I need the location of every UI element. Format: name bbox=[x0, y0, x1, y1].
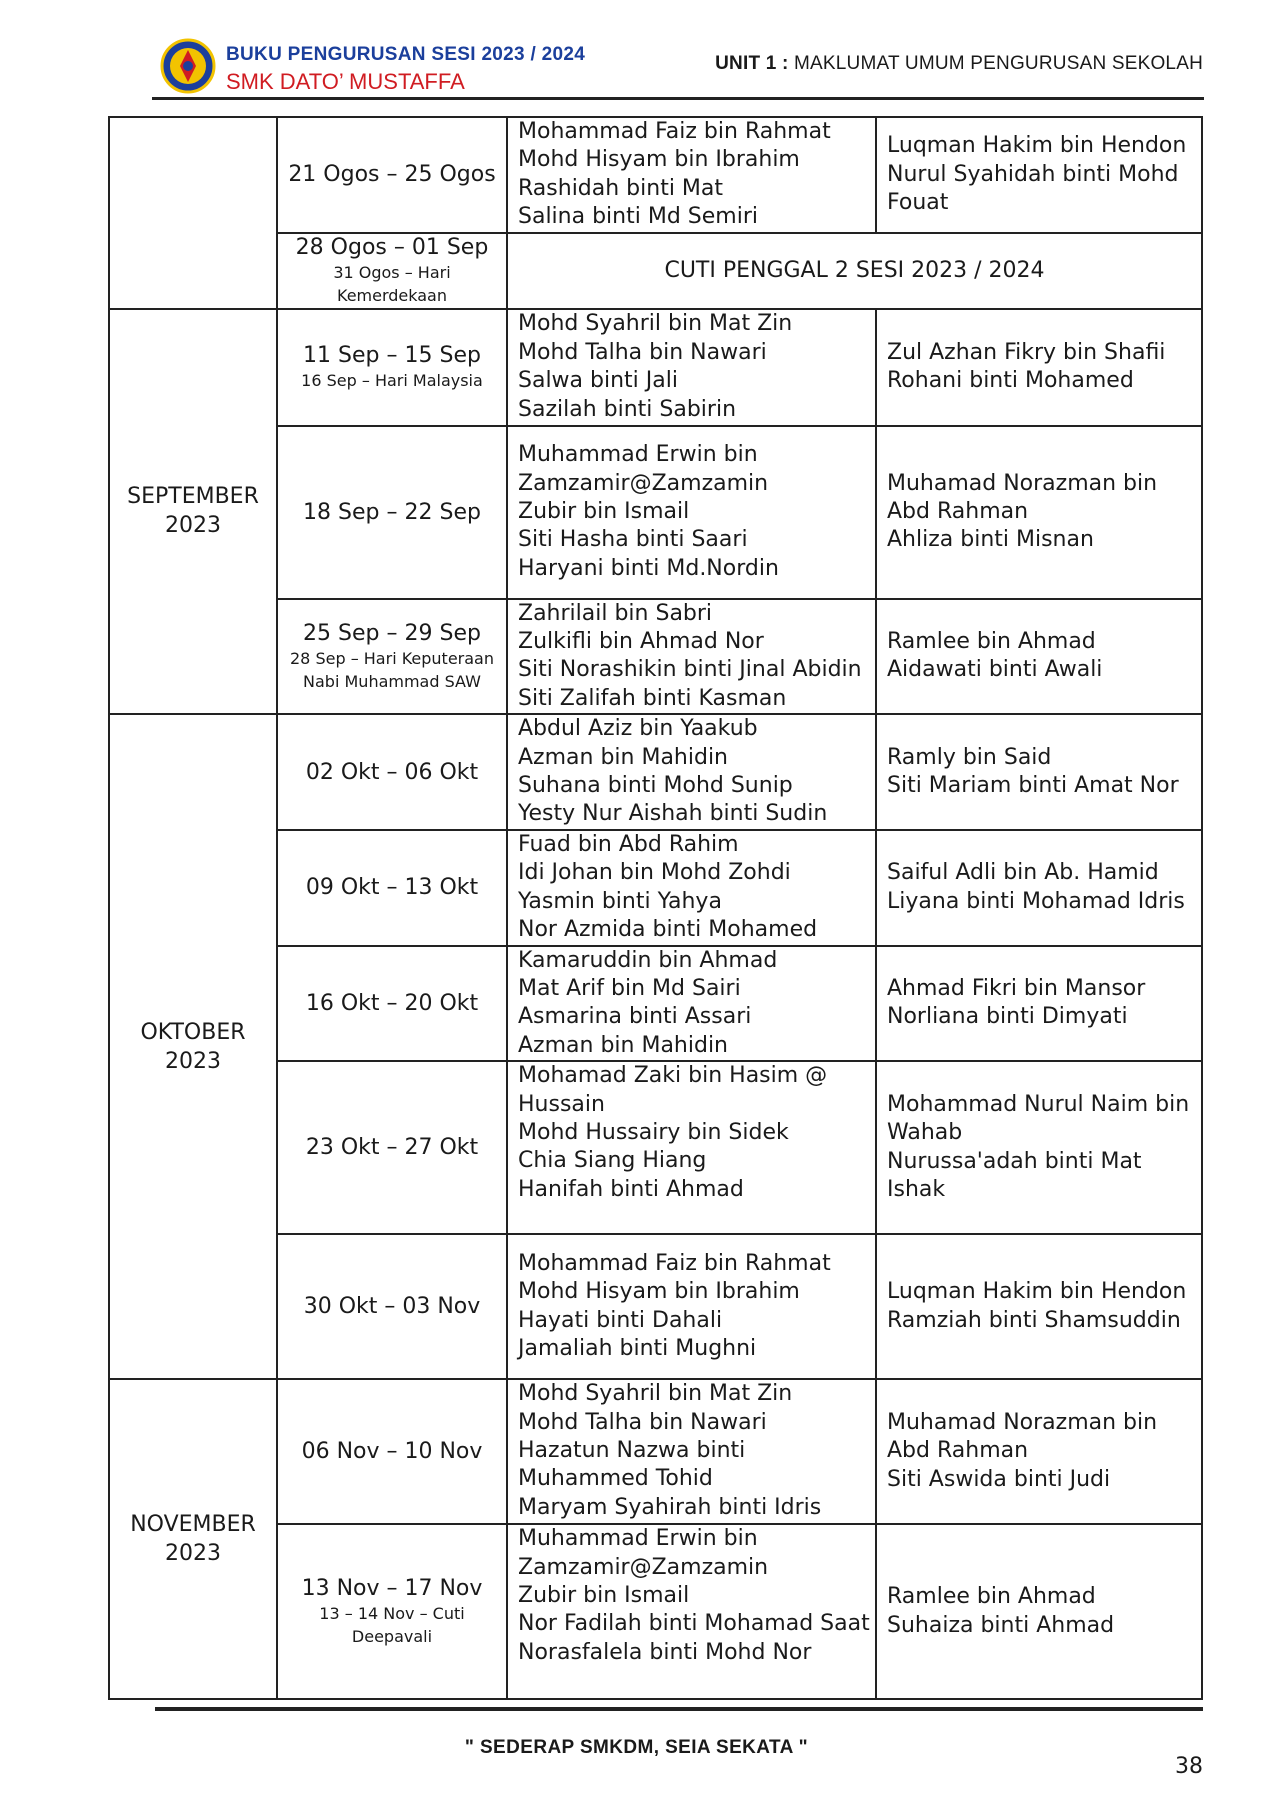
schedule-row bbox=[109, 714, 1202, 830]
month-year: 2023 bbox=[165, 1541, 221, 1567]
teacher-name: Muhammad Erwin bin bbox=[518, 1526, 758, 1552]
week-range: 28 Ogos – 01 Sep bbox=[295, 235, 489, 261]
teacher-name: Haryani binti Md.Nordin bbox=[518, 555, 779, 581]
teacher-name: Mohamad Zaki bin Hasim @ bbox=[518, 1063, 828, 1089]
week-cell bbox=[277, 1524, 507, 1699]
month-year: 2023 bbox=[165, 1048, 221, 1074]
header-divider bbox=[152, 97, 1204, 100]
teacher-name: Mohammad Faiz bin Rahmat bbox=[518, 119, 831, 144]
teacher-name: Zubir bin Ismail bbox=[518, 498, 690, 524]
week-cell bbox=[277, 1234, 507, 1379]
footer-divider bbox=[155, 1707, 1203, 1711]
teacher-name: Mat Arif bin Md Sairi bbox=[518, 975, 741, 1001]
week-cell bbox=[277, 426, 507, 599]
duty-teachers-a bbox=[507, 309, 876, 426]
duty-teachers-b bbox=[876, 1234, 1202, 1379]
week-range: 23 Okt – 27 Okt bbox=[305, 1135, 479, 1161]
teacher-name: Rashidah binti Mat bbox=[518, 175, 724, 201]
teacher-name: Nor Azmida binti Mohamed bbox=[518, 917, 818, 943]
duty-teachers-b bbox=[876, 1061, 1202, 1234]
month-cell bbox=[109, 309, 277, 715]
teacher-name: Mohammad Faiz bin Rahmat bbox=[518, 1250, 831, 1276]
footer-motto: " SEDERAP SMKDM, SEIA SEKATA " bbox=[464, 1737, 809, 1758]
duty-teachers-a bbox=[507, 426, 876, 599]
week-cell bbox=[277, 714, 507, 830]
teacher-name: Saiful Adli bin Ab. Hamid bbox=[887, 860, 1159, 886]
teacher-name: Siti Zalifah binti Kasman bbox=[518, 685, 787, 711]
teacher-name: Ishak bbox=[887, 1177, 946, 1203]
duty-teachers-b bbox=[876, 1524, 1202, 1699]
teacher-name: Nor Fadilah binti Mohamad Saat bbox=[518, 1611, 870, 1637]
teacher-name: Wahab bbox=[887, 1120, 963, 1146]
teacher-name: Rohani binti Mohamed bbox=[887, 368, 1134, 394]
teacher-name: Hanifah binti Ahmad bbox=[518, 1176, 744, 1202]
teacher-name: Muhammed Tohid bbox=[518, 1466, 713, 1492]
week-range: 30 Okt – 03 Nov bbox=[303, 1294, 481, 1320]
week-range: 21 Ogos – 25 Ogos bbox=[288, 162, 496, 188]
teacher-name: Ramly bin Said bbox=[887, 744, 1052, 770]
week-cell bbox=[277, 599, 507, 715]
teacher-name: Abd Rahman bbox=[887, 498, 1029, 524]
page-number: 38 bbox=[1175, 1754, 1203, 1779]
duty-teachers-a bbox=[507, 714, 876, 830]
teacher-name: Ramlee bin Ahmad bbox=[887, 1584, 1096, 1610]
duty-teachers-a bbox=[507, 599, 876, 715]
duty-teachers-a bbox=[507, 1061, 876, 1234]
teacher-name: Aidawati binti Awali bbox=[887, 657, 1103, 683]
teacher-name: Mohammad Nurul Naim bin bbox=[887, 1091, 1190, 1117]
teacher-name: Ahmad Fikri bin Mansor bbox=[887, 975, 1146, 1001]
teacher-name: Muhamad Norazman bin bbox=[887, 470, 1158, 496]
duty-teachers-a bbox=[507, 1234, 876, 1379]
week-holiday-note: 28 Sep – Hari Keputeraan Nabi Muhammad SAW bbox=[290, 648, 494, 691]
teacher-name: Mohd Hisyam bin Ibrahim bbox=[518, 1279, 800, 1305]
school-crest-icon bbox=[160, 38, 216, 94]
holiday-cell: CUTI PENGGAL 2 SESI 2023 / 2024 bbox=[507, 233, 1202, 309]
teacher-name: Ahliza binti Misnan bbox=[887, 527, 1094, 553]
teacher-name: Siti Norashikin binti Jinal Abidin bbox=[518, 657, 862, 683]
teacher-name: Yesty Nur Aishah binti Sudin bbox=[518, 801, 828, 827]
week-range: 06 Nov – 10 Nov bbox=[301, 1439, 483, 1465]
unit-title: MAKLUMAT UMUM PENGURUSAN SEKOLAH bbox=[794, 53, 1203, 74]
week-cell bbox=[277, 830, 507, 946]
duty-teachers-a bbox=[507, 830, 876, 946]
duty-teachers-b bbox=[876, 309, 1202, 426]
teacher-name: Jamaliah binti Mughni bbox=[518, 1336, 757, 1362]
teacher-name: Azman bin Mahidin bbox=[518, 744, 728, 770]
schedule-row bbox=[109, 117, 1202, 233]
schedule-row bbox=[109, 1379, 1202, 1524]
teacher-name: Muhammad Erwin bin bbox=[518, 442, 758, 468]
unit-heading bbox=[715, 53, 1203, 75]
teacher-name: Zul Azhan Fikry bin Shafii bbox=[887, 339, 1166, 365]
teacher-name: Mohd Syahril bin Mat Zin bbox=[518, 1381, 793, 1407]
week-cell bbox=[277, 1379, 507, 1524]
teacher-name: Chia Siang Hiang bbox=[518, 1148, 707, 1174]
teacher-name: Siti Hasha binti Saari bbox=[518, 527, 748, 553]
teacher-name: Fuad bin Abd Rahim bbox=[518, 831, 739, 857]
teacher-name: Abdul Aziz bin Yaakub bbox=[518, 716, 758, 742]
week-range: 13 Nov – 17 Nov bbox=[301, 1576, 483, 1602]
month-year: 2023 bbox=[165, 513, 221, 539]
teacher-name: Luqman Hakim bin Hendon bbox=[887, 133, 1187, 159]
week-holiday-note: 31 Ogos – Hari Kemerdekaan bbox=[333, 263, 451, 306]
book-title: BUKU PENGURUSAN SESI 2023 / 2024 bbox=[226, 44, 586, 65]
month-name: OKTOBER bbox=[140, 1019, 246, 1045]
teacher-name: Mohd Talha bin Nawari bbox=[518, 1409, 767, 1435]
teacher-name: Salwa binti Jali bbox=[518, 368, 678, 394]
teacher-name: Mohd Hisyam bin Ibrahim bbox=[518, 147, 800, 173]
teacher-name: Sazilah binti Sabirin bbox=[518, 396, 737, 422]
week-range: 02 Okt – 06 Okt bbox=[305, 759, 479, 785]
month-name: SEPTEMBER bbox=[127, 484, 259, 510]
teacher-name: Nurul Syahidah binti Mohd bbox=[887, 161, 1179, 187]
teacher-name: Norasfalela binti Mohd Nor bbox=[518, 1639, 812, 1665]
teacher-name: Norliana binti Dimyati bbox=[887, 1004, 1128, 1030]
week-cell bbox=[277, 946, 507, 1062]
teacher-name: Zamzamir@Zamzamin bbox=[518, 1554, 769, 1580]
month-cell bbox=[109, 117, 277, 309]
teacher-name: Ramziah binti Shamsuddin bbox=[887, 1307, 1181, 1333]
teacher-name: Asmarina binti Assari bbox=[518, 1004, 752, 1030]
teacher-name: Hayati binti Dahali bbox=[518, 1307, 723, 1333]
week-holiday-note: 13 – 14 Nov – Cuti Deepavali bbox=[319, 1604, 465, 1647]
teacher-name: Idi Johan bin Mohd Zohdi bbox=[518, 860, 791, 886]
teacher-name: Mohd Syahril bin Mat Zin bbox=[518, 311, 793, 337]
teacher-name: Yasmin binti Yahya bbox=[518, 888, 722, 914]
week-cell bbox=[277, 309, 507, 426]
teacher-name: Hazatun Nazwa binti bbox=[518, 1437, 746, 1463]
week-cell bbox=[277, 233, 507, 309]
teacher-name: Siti Mariam binti Amat Nor bbox=[887, 773, 1179, 799]
teacher-name: Zamzamir@Zamzamin bbox=[518, 470, 769, 496]
week-range: 16 Okt – 20 Okt bbox=[305, 990, 479, 1016]
teacher-name: Liyana binti Mohamad Idris bbox=[887, 888, 1185, 914]
school-name: SMK DATO’ MUSTAFFA bbox=[226, 69, 465, 94]
week-cell bbox=[277, 1061, 507, 1234]
teacher-name: Siti Aswida binti Judi bbox=[887, 1466, 1111, 1492]
teacher-name: Ramlee bin Ahmad bbox=[887, 629, 1096, 655]
month-cell bbox=[109, 714, 277, 1379]
teacher-name: Azman bin Mahidin bbox=[518, 1032, 728, 1058]
week-holiday-note: 16 Sep – Hari Malaysia bbox=[301, 371, 483, 391]
duty-teachers-b bbox=[876, 830, 1202, 946]
duty-teachers-b bbox=[876, 426, 1202, 599]
teacher-name: Abd Rahman bbox=[887, 1438, 1029, 1464]
teacher-name: Mohd Talha bin Nawari bbox=[518, 339, 767, 365]
duty-schedule-table bbox=[108, 116, 1203, 1700]
duty-teachers-b bbox=[876, 599, 1202, 715]
teacher-name: Zahrilail bin Sabri bbox=[518, 600, 713, 626]
week-range: 25 Sep – 29 Sep bbox=[303, 620, 481, 646]
duty-teachers-b bbox=[876, 714, 1202, 830]
teacher-name: Muhamad Norazman bin bbox=[887, 1410, 1158, 1436]
duty-teachers-a bbox=[507, 1524, 876, 1699]
month-cell bbox=[109, 1379, 277, 1699]
teacher-name: Zubir bin Ismail bbox=[518, 1582, 690, 1608]
teacher-name: Zulkifli bin Ahmad Nor bbox=[518, 629, 764, 655]
teacher-name: Salina binti Md Semiri bbox=[518, 204, 758, 230]
duty-teachers-a bbox=[507, 946, 876, 1062]
teacher-name: Nurussa'adah binti Mat bbox=[887, 1148, 1142, 1174]
teacher-name: Suhaiza binti Ahmad bbox=[887, 1612, 1115, 1638]
duty-teachers-a bbox=[507, 117, 876, 233]
week-range: 11 Sep – 15 Sep bbox=[303, 343, 481, 369]
teacher-name: Suhana binti Mohd Sunip bbox=[518, 773, 793, 799]
teacher-name: Hussain bbox=[518, 1091, 605, 1117]
month-name: NOVEMBER bbox=[130, 1512, 256, 1538]
duty-teachers-b bbox=[876, 1379, 1202, 1524]
week-range: 18 Sep – 22 Sep bbox=[303, 499, 481, 525]
duty-teachers-a bbox=[507, 1379, 876, 1524]
teacher-name: Mohd Hussairy bin Sidek bbox=[518, 1119, 789, 1145]
teacher-name: Fouat bbox=[887, 190, 949, 216]
teacher-name: Luqman Hakim bin Hendon bbox=[887, 1279, 1187, 1305]
duty-teachers-b bbox=[876, 946, 1202, 1062]
unit-label: UNIT 1 : bbox=[715, 53, 789, 74]
week-cell bbox=[277, 117, 507, 233]
teacher-name: Kamaruddin bin Ahmad bbox=[518, 947, 778, 973]
duty-teachers-b bbox=[876, 117, 1202, 233]
week-range: 09 Okt – 13 Okt bbox=[305, 875, 479, 901]
teacher-name: Maryam Syahirah binti Idris bbox=[518, 1494, 822, 1520]
schedule-row bbox=[109, 309, 1202, 426]
